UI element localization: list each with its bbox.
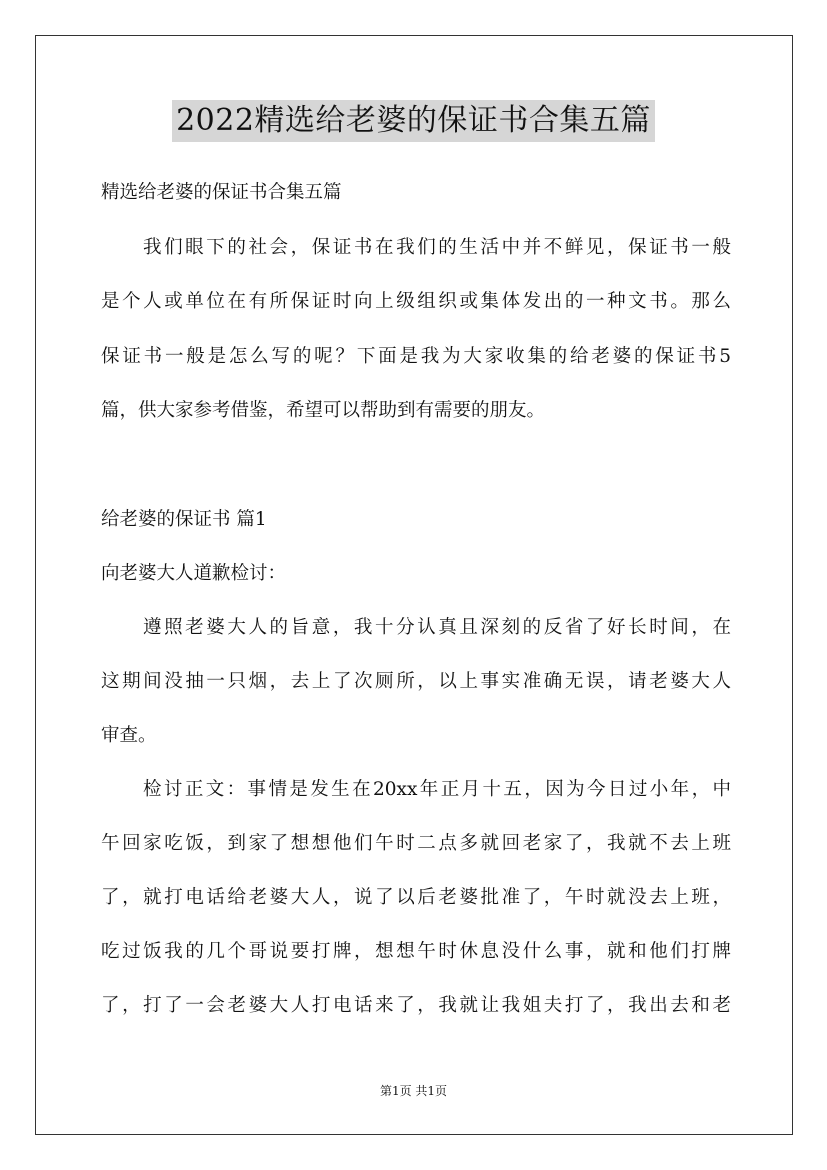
paragraph-line: 吃过饭我的几个哥说要打牌，想想午时休息没什么事，就和他们打牌 — [101, 941, 731, 962]
paragraph-line: 这期间没抽一只烟，去上了次厕所，以上事实准确无误，请老婆大人 — [101, 671, 731, 692]
title-container — [0, 100, 827, 142]
intro-line: 保证书一般是怎么写的呢？下面是我为大家收集的给老婆的保证书5 — [101, 346, 731, 367]
page-footer: 第1页 共1页 — [379, 1084, 448, 1098]
paragraph-line: 午回家吃饭，到家了想想他们午时二点多就回老家了，我就不去上班 — [101, 833, 731, 854]
paragraph-line: 了，打了一会老婆大人打电话来了，我就让我姐夫打了，我出去和老 — [101, 995, 731, 1016]
paragraph-line: 遵照老婆大人的旨意，我十分认真且深刻的反省了好长时间，在 — [143, 617, 731, 638]
document-title: 2022精选给老婆的保证书合集五篇 — [172, 100, 655, 142]
intro-line: 篇，供大家参考借鉴，希望可以帮助到有需要的朋友。 — [101, 400, 546, 421]
salutation: 向老婆大人道歉检讨： — [101, 563, 287, 584]
document-subtitle: 精选给老婆的保证书合集五篇 — [101, 182, 342, 203]
paragraph-line: 审查。 — [101, 725, 157, 746]
paragraph-line: 了，就打电话给老婆大人，说了以后老婆批准了，午时就没去上班， — [101, 887, 731, 908]
paragraph-line: 检讨正文：事情是发生在20xx年正月十五，因为今日过小年，中 — [143, 779, 731, 800]
intro-line: 我们眼下的社会，保证书在我们的生活中并不鲜见，保证书一般 — [143, 237, 731, 258]
section-heading: 给老婆的保证书 篇1 — [101, 509, 267, 530]
intro-line: 是个人或单位在有所保证时向上级组织或集体发出的一种文书。那么 — [101, 291, 731, 312]
